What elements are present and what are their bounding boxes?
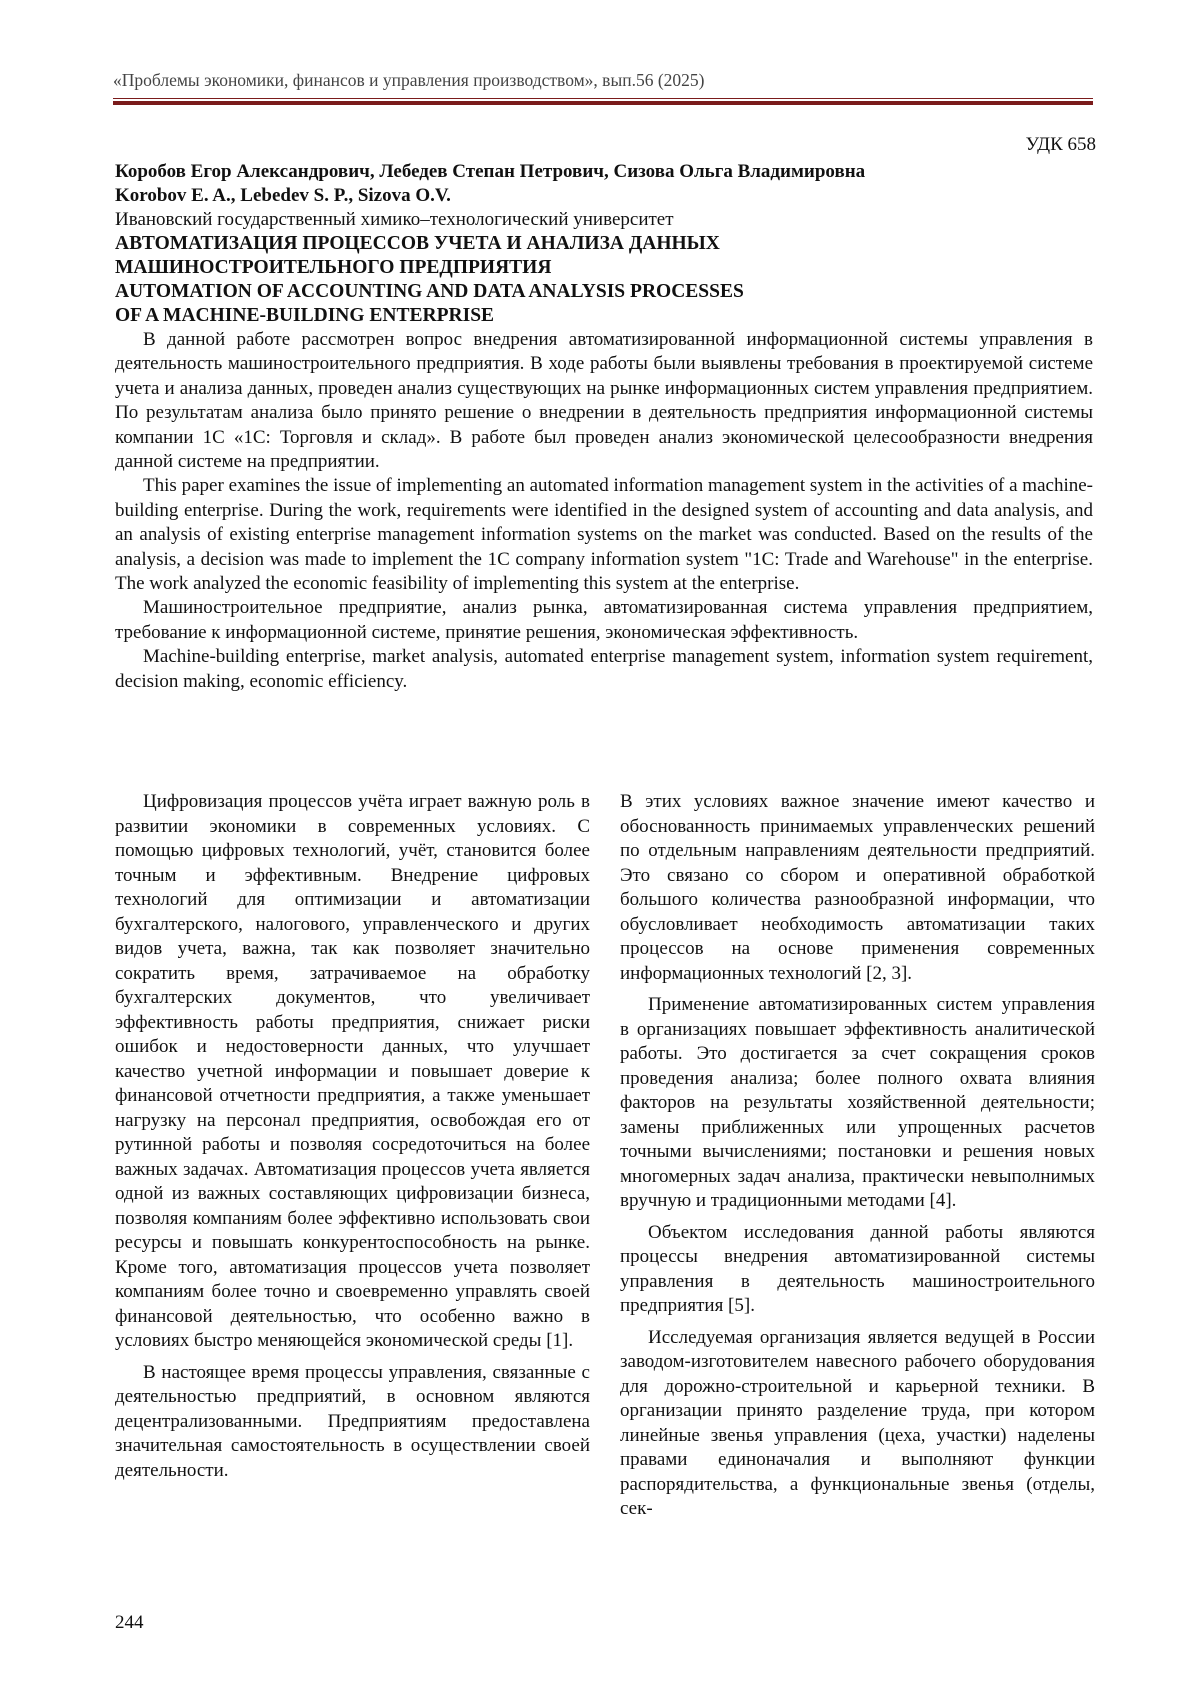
body-column-right <box>620 790 1095 1529</box>
body-paragraph: Цифровизация процессов учёта играет важную роль в развитии экономики в современных условиях. С помощью цифровых технологий, учёт, становится более точным и эффективным. Внедрение цифровых технологий для оптимизации и автоматизации бухгалтерского, налогового, управленческого и других видов учета, важна, так как позволяет значительно сократить время, затрачиваемое на обработку бухгалтерских документов, что увеличивает эффективность работы предприятия, снижает риски ошибок и недостоверности данных, что улучшает качество учетной информации и повышает доверие к финансовой отчетности предприятия, а также уменьшает нагрузку на персонал предприятия, освобождая его от рутинной работы и позволяя сосредоточиться на более важных задачах. Автоматизация процессов учета является одной из важных составляющих цифровизации бизнеса, позволяя компаниям более эффективно использовать свои ресурсы и повышать конкурентоспособность на рынке. Кроме того, автоматизация процессов учета позволяет компаниям более точно и своевременно управлять своей финансовой деятельностью, что особенно важно в условиях быстро меняющейся экономической среды [1]. <box>115 791 590 1351</box>
header-rule-thin <box>113 98 1093 99</box>
affiliation: Ивановский государственный химико–технологический университет <box>115 209 674 230</box>
header-rule-thick <box>113 101 1093 105</box>
body-paragraph: Исследуемая организация является ведущей в России заводом-изготовителем навесного рабочего оборудования для дорожно-строительной и карьерной техники. В организации принято разделение труда, при котором линейные звенья управления (цеха, участки) наделены правами единоначалия и выполняют функции распорядительства, а функциональные звенья (отделы, сек- <box>620 1326 1095 1519</box>
abstract-ru: В данной работе рассмотрен вопрос внедрения автоматизированной информационной системы управления в деятельность машиностроительного предприятия. В ходе работы были выявлены требования в проектируемой системе учета и анализа данных, проведен анализ существующих на рынке информационных систем управления предприятием. По результатам анализа было принято решение о внедрении в деятельность предприятия информационной системы компании 1С «1С: Торговля и склад». В работе был проведен анализ экономической целесообразности внедрения данной системе на предприятии. <box>115 329 1093 473</box>
body-paragraph: Применение автоматизированных систем управления в организациях повышает эффективность аналитической работы. Это достигается за счет сокращения сроков проведения анализа; более полного охвата влияния факторов на результаты хозяйственной деятельности; замены приближенных или упрощенных расчетов точными вычислениями; постановки и решения новых многомерных задач анализа, практически невыполнимых вручную и традиционными методами [4]. <box>620 994 1095 1211</box>
keywords-en: Machine-building enterprise, market analysis, automated enterprise management system, information system requirement, decision making, economic efficiency. <box>115 646 1093 692</box>
udk-code: УДК 658 <box>1025 134 1096 155</box>
front-matter <box>115 160 1093 694</box>
authors-ru: Коробов Егор Александрович, Лебедев Степан Петрович, Сизова Ольга Владимировна <box>115 161 866 182</box>
body-column-left <box>115 790 590 1490</box>
title-en-line-2: OF A MACHINE-BUILDING ENTERPRISE <box>115 305 495 326</box>
title-en-line-1: AUTOMATION OF ACCOUNTING AND DATA ANALYSIS PROCESSES <box>115 281 744 302</box>
title-ru-line-2: МАШИНОСТРОИТЕЛЬНОГО ПРЕДПРИЯТИЯ <box>115 257 552 278</box>
keywords-ru: Машиностроительное предприятие, анализ рынка, автоматизированная система управления предприятием, требование к информационной системе, принятие решения, экономическая эффективность. <box>115 597 1093 643</box>
title-ru-line-1: АВТОМАТИЗАЦИЯ ПРОЦЕССОВ УЧЕТА И АНАЛИЗА ДАННЫХ <box>115 233 720 254</box>
body-paragraph: В настоящее время процессы управления, связанные с деятельностью предприятий, в основном являются децентрализованными. Предприятиям предоставлена значительная самостоятельность в осуществлении своей деятельности. <box>115 1361 590 1481</box>
body-paragraph: Объектом исследования данной работы являются процессы внедрения автоматизированной системы управления в деятельность машиностроительного предприятия [5]. <box>620 1221 1095 1316</box>
abstract-en: This paper examines the issue of implementing an automated information management system in the activities of a machine-building enterprise. During the work, requirements were identified in the designed system of accounting and data analysis, and an analysis of existing enterprise management information systems on the market was conducted. Based on the results of the analysis, a decision was made to implement the 1C company information system "1C: Trade and Warehouse" in the enterprise. The work analyzed the economic feasibility of implementing this system at the enterprise. <box>115 475 1093 595</box>
running-header: «Проблемы экономики, финансов и управления производством», вып.56 (2025) <box>113 70 705 90</box>
authors-en: Korobov E. A., Lebedev S. P., Sizova O.V. <box>115 185 451 206</box>
body-paragraph: В этих условиях важное значение имеют качество и обоснованность принимаемых управленческих решений по отдельным направлениям деятельности предприятий. Это связано со сбором и оперативной обработкой большого количества разнообразной информации, что обусловливает необходимость автоматизации таких процессов на основе применения современных информационных технологий [2, 3]. <box>620 791 1095 984</box>
page-number: 244 <box>115 1612 144 1633</box>
